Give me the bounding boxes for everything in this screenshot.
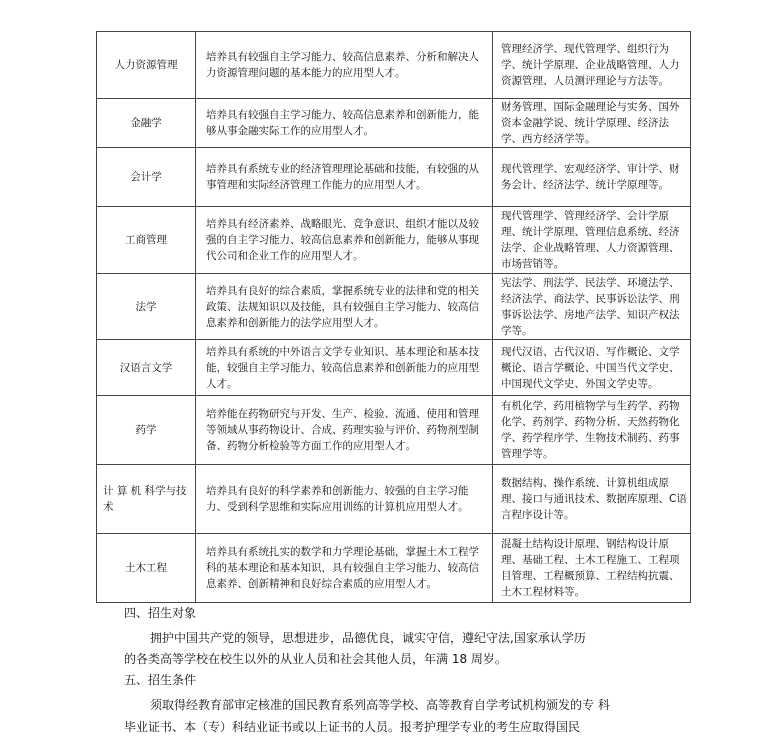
major-cell	[97, 465, 196, 534]
major-cell	[97, 207, 196, 274]
major-cell	[97, 534, 196, 603]
section-4-title: 四、招生对象	[124, 606, 197, 620]
courses-cell: 现代汉语、古代汉语、写作概论、文学概论、语言学概论、中国当代文学史、中国现代文学史、外国文学史等。	[493, 340, 691, 396]
courses-cell: 宪法学、刑法学、民法学、环境法学、经济法学、商法学、民事诉讼法学、刑事诉讼法学、房地产法学、知识产权法学等。	[493, 274, 691, 340]
table-row	[97, 99, 691, 148]
major-name: 土木工程	[125, 562, 167, 574]
major-name: 法学	[135, 300, 157, 313]
goal-cell: 培养具有系统的中外语言文学专业知识、基本理论和基本技能，较强自主学习能力、较高信息素养和创新能力的应用型人才。	[196, 340, 493, 396]
table-row	[97, 32, 691, 99]
major-cell	[97, 274, 196, 340]
major-name: 金融学	[130, 117, 162, 129]
table-row	[97, 274, 691, 340]
table-row	[97, 465, 691, 534]
major-cell	[97, 99, 196, 148]
major-cell	[97, 396, 196, 465]
major-name: 工商管理	[125, 234, 167, 246]
courses-cell: 现代管理学、管理经济学、会计学原理、统计学原理、管理信息系统、经济法学、企业战略管理、人力资源管理、市场营销等。	[493, 207, 691, 274]
courses-cell: 财务管理、国际金融理论与实务、国外资本金融学说、统计学原理、经济法学、西方经济学等。	[493, 99, 691, 148]
goal-cell: 培养具有较强自主学习能力、较高信息素养和创新能力，能够从事金融实际工作的应用型人才。	[196, 99, 493, 148]
goal-cell: 培养具有经济素养、战略眼光、竞争意识、组织才能以及较强的自主学习能力、较高信息素养和创新能力，能够从事现代公司和企业工作的应用型人才。	[196, 207, 493, 274]
major-cell	[97, 340, 196, 396]
major-name: 计 算 机 科学与技 术	[103, 485, 187, 513]
major-cell	[97, 32, 196, 99]
section-5-body-line2: 毕业证书、本（专）科结业证书或以上证书的人员。报考护理学专业的考生应取得国民	[124, 720, 581, 734]
section-5-body-line1: 须取得经教育部审定核准的国民教育系列高等学校、高等教育自学考试机构颁发的专 科	[150, 698, 610, 712]
section-5-title: 五、招生条件	[124, 673, 197, 687]
major-cell	[97, 148, 196, 207]
major-name: 药学	[135, 424, 157, 436]
goal-cell: 培养具有较强自主学习能力、较高信息素养、分析和解决人力资源管理问题的基本能力的应用型人才。	[196, 32, 493, 99]
goal-cell: 培养具有良好的科学素养和创新能力、较强的自主学习能力、受到科学思维和实际应用训练的计算机应用型人才。	[196, 465, 493, 534]
section-4-body-line2: 的各类高等学校在校生以外的从业人员和社会其他人员，年满 18 周岁。	[124, 652, 507, 666]
major-name: 会计学	[130, 171, 162, 183]
table-row	[97, 207, 691, 274]
courses-cell: 数据结构、操作系统、计算机组成原理、接口与通讯技术、数据库原理、C语言程序设计等。	[493, 465, 691, 534]
section-4-body-line1: 拥护中国共产党的领导，思想进步，品德优良，诚实守信，遵纪守法,国家承认学历	[150, 631, 586, 645]
table-row	[97, 534, 691, 603]
goal-cell: 培养具有良好的综合素质，掌握系统专业的法律和党的相关政策、法规知识以及技能，具有较强自主学习能力、较高信息素养和创新能力的法学应用型人才。	[196, 274, 493, 340]
major-table	[96, 31, 691, 603]
table-row	[97, 148, 691, 207]
major-name: 汉语言文学	[119, 361, 173, 374]
table-row	[97, 396, 691, 465]
goal-cell: 培养具有系统专业的经济管理理论基础和技能，有较强的从事管理和实际经济管理工作能力的应用型人才。	[196, 148, 493, 207]
goal-cell: 培养能在药物研究与开发、生产、检验、流通、使用和管理等领域从事药物设计、合成、药理实验与评价、药物剂型制备、药物分析检验等方面工作的应用型人才。	[196, 396, 493, 465]
courses-cell: 管理经济学、现代管理学、组织行为学、统计学原理、企业战略管理、人力资源管理、人员测评理论与方法等。	[493, 32, 691, 99]
major-name: 人力资源管理	[114, 59, 178, 71]
courses-cell: 混凝土结构设计原理、钢结构设计原理、基础工程、土木工程施工、工程项目管理、工程概预算、工程结构抗震、土木工程材料等。	[493, 534, 691, 603]
table-row	[97, 340, 691, 396]
courses-cell: 现代管理学、宏观经济学、审计学、财务会计、经济法学、统计学原理等。	[493, 148, 691, 207]
courses-cell: 有机化学、药用植物学与生药学、药物化学、药剂学、药物分析、天然药物化学、药学程序学、生物技术制药、药事管理学等。	[493, 396, 691, 465]
goal-cell: 培养具有系统扎实的数学和力学理论基础，掌握土木工程学科的基本理论和基本知识，具有较强自主学习能力、较高信息素养、创新精神和良好综合素质的应用型人才。	[196, 534, 493, 603]
